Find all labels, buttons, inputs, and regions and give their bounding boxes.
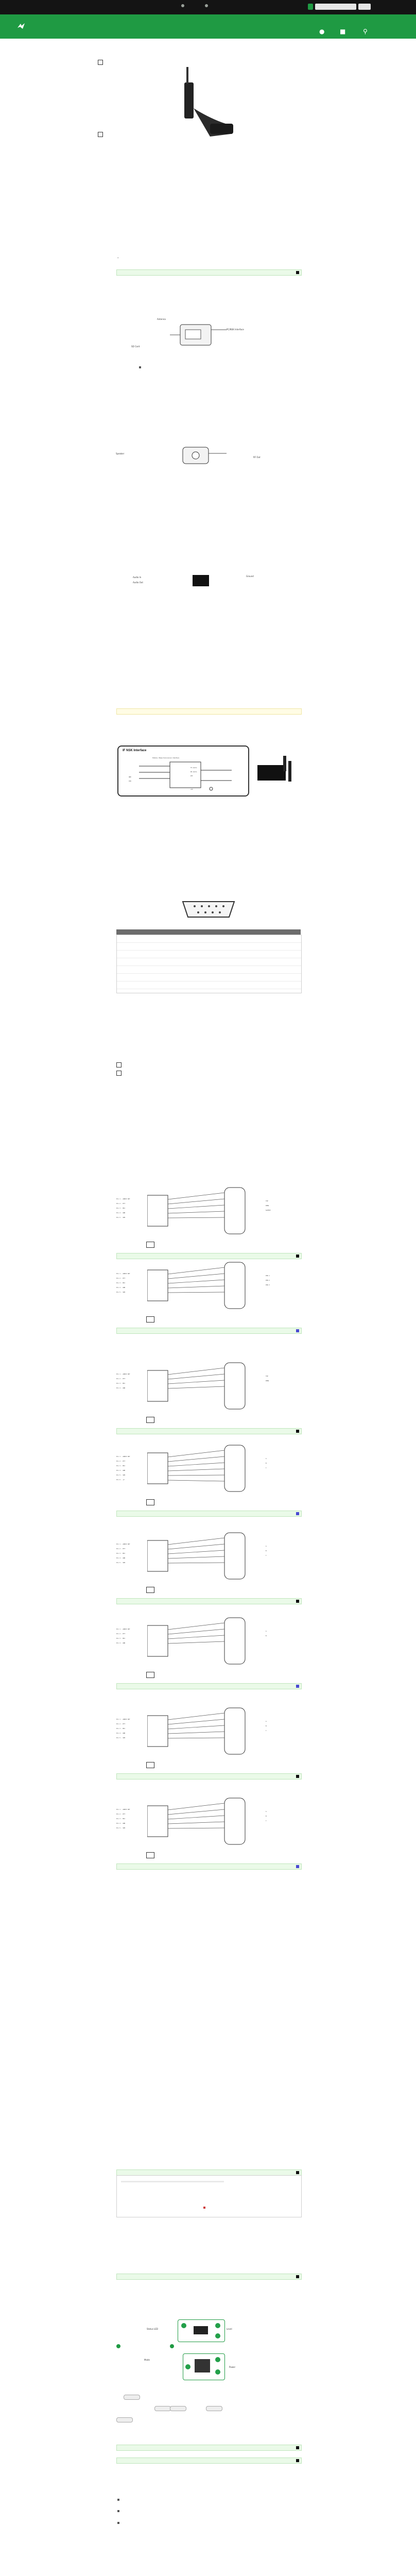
green-indicator-icon xyxy=(215,2357,220,2362)
collapse-icon[interactable] xyxy=(296,271,299,274)
status-dot-icon xyxy=(170,2344,174,2348)
cable-diagram xyxy=(116,1355,301,1437)
cable-end-label: C xyxy=(266,1467,267,1469)
info-strip xyxy=(116,2445,302,2451)
collapse-icon[interactable] xyxy=(296,1865,299,1868)
top-bar xyxy=(0,0,416,14)
info-strip xyxy=(116,269,302,276)
note-icon xyxy=(116,1062,122,1067)
cable-pin-label: Pin 2 - PTT xyxy=(116,1278,126,1279)
search-button[interactable] xyxy=(358,4,371,10)
callout-label: Audio In xyxy=(133,576,142,579)
callout-label: RF Out xyxy=(253,456,261,459)
search-icon[interactable]: ⚲ xyxy=(363,28,368,35)
table-row xyxy=(117,951,301,958)
collapse-icon[interactable] xyxy=(296,1600,299,1603)
db9-connector-image xyxy=(180,899,237,920)
cable-thumbnail-icon xyxy=(146,1762,154,1768)
cable-end-label: RING xyxy=(266,1205,269,1207)
cable-pin-label: Pin 5 - SPK xyxy=(116,1827,126,1829)
radio-product-image xyxy=(174,62,241,155)
cable-end-label: A xyxy=(266,1631,267,1632)
bullet-icon xyxy=(117,2510,119,2512)
collapse-icon[interactable] xyxy=(296,1685,299,1688)
alert-icon xyxy=(203,2207,205,2209)
collapse-icon[interactable] xyxy=(296,1512,299,1515)
ifx-pin-label: PTT xyxy=(190,775,193,777)
green-indicator-icon xyxy=(215,2323,220,2328)
info-box xyxy=(116,2175,302,2217)
cable-pin-label: Pin 2 - PTT xyxy=(116,1633,126,1635)
control-label: Level xyxy=(227,2328,232,2330)
cable-end-label: PIN 3 xyxy=(266,1284,270,1286)
cable-pin-label: Pin 5 - SPK xyxy=(116,1475,126,1476)
ifx-pin-label: TX Audio xyxy=(190,767,197,769)
menu-dot-icon[interactable] xyxy=(181,4,184,7)
cable-pin-label: Pin 6 - +V xyxy=(116,1479,125,1481)
cable-pin-label: Pin 2 - PTT xyxy=(116,1203,126,1205)
cable-end-label: PIN 2 xyxy=(266,1280,270,1281)
green-indicator-icon xyxy=(181,2323,186,2328)
callout-label: PC/NSK Interface xyxy=(227,328,244,331)
cable-diagram xyxy=(116,1790,301,1873)
cable-thumbnail-icon xyxy=(146,1242,154,1248)
cable-pin-label: Pin 1 - AUDIO OUT xyxy=(116,1629,130,1630)
cable-pin-label: Pin 2 - PTT xyxy=(116,1814,126,1815)
cable-end-label: B xyxy=(266,1816,267,1817)
cable-info-strip xyxy=(116,1511,302,1517)
cable-pin-label: Pin 1 - AUDIO OUT xyxy=(116,1719,130,1720)
ifx-subtitle: Mobile / Base transceiver interface xyxy=(152,757,180,759)
ifx-interface-diagram xyxy=(117,745,249,796)
user-icon[interactable]: ● xyxy=(319,28,325,35)
collapse-icon[interactable] xyxy=(296,2275,299,2278)
cable-end-label: B xyxy=(266,1463,267,1464)
cable-pin-label: Pin 3 - MIC xyxy=(116,1818,126,1820)
cable-pin-label: Pin 2 - PTT xyxy=(116,1548,126,1550)
green-indicator-icon xyxy=(185,2364,190,2369)
cable-pin-label: Pin 4 - GND xyxy=(116,1387,126,1389)
cable-end-label: B xyxy=(266,1725,267,1727)
cable-pin-label: Pin 1 - AUDIO OUT xyxy=(116,1374,130,1375)
cable-end-label: TIP xyxy=(266,1376,268,1377)
cable-pin-label: Pin 3 - MIC xyxy=(116,1553,126,1554)
cable-end-label: A xyxy=(266,1546,267,1547)
cable-end-label: C xyxy=(266,1820,267,1822)
cable-pin-label: Pin 1 - AUDIO OUT xyxy=(116,1273,130,1275)
status-dot-icon xyxy=(116,2344,120,2348)
cable-pin-label: Pin 5 - SPK xyxy=(116,1292,126,1293)
bullet-icon xyxy=(139,366,141,368)
bullet-icon xyxy=(117,2522,119,2524)
cable-end-label: A xyxy=(266,1811,267,1812)
cable-pin-label: Pin 4 - GND xyxy=(116,1287,126,1289)
cable-pin-label: Pin 1 - AUDIO OUT xyxy=(116,1456,130,1458)
info-strip xyxy=(116,2458,302,2464)
cable-info-strip xyxy=(116,1598,302,1604)
control-panel-image xyxy=(178,2319,225,2342)
cable-thumbnail-icon xyxy=(146,1672,154,1678)
note-icon xyxy=(116,1071,122,1076)
cable-pin-label: Pin 1 - AUDIO OUT xyxy=(116,1809,130,1810)
control-label: Mode xyxy=(144,2359,150,2361)
cable-pin-label: Pin 2 - PTT xyxy=(116,1378,126,1380)
callout-label: Antenna xyxy=(157,318,166,320)
feature-icon xyxy=(98,132,103,137)
toggle-pill[interactable] xyxy=(154,2406,171,2411)
callout-label: Speaker xyxy=(116,452,125,455)
cable-pin-label: Pin 1 - AUDIO OUT xyxy=(116,1544,130,1545)
ifx-pin-label: RX Audio xyxy=(190,771,197,773)
table-row xyxy=(117,974,301,981)
cable-info-strip xyxy=(116,1683,302,1689)
toggle-pill[interactable] xyxy=(124,2395,140,2400)
pinout-table xyxy=(116,935,302,993)
bullet-icon xyxy=(117,2499,119,2501)
cable-pin-label: Pin 5 - SPK xyxy=(116,1737,126,1739)
cable-pin-label: Pin 1 - AUDIO OUT xyxy=(116,1198,130,1200)
toggle-pill[interactable] xyxy=(206,2406,222,2411)
cable-info-strip xyxy=(116,1428,302,1434)
cable-info-strip xyxy=(116,1773,302,1780)
text-line xyxy=(121,2181,224,2182)
cable-end-label: PIN 1 xyxy=(266,1275,270,1277)
cable-pin-label: Pin 5 - SPK xyxy=(116,1562,126,1564)
brand-logo-icon[interactable] xyxy=(16,23,26,30)
cable-thumbnail-icon xyxy=(146,1587,154,1593)
cable-end-label: RING xyxy=(266,1380,269,1382)
cable-thumbnail-icon xyxy=(146,1417,154,1423)
search-field[interactable] xyxy=(315,4,356,10)
cable-pin-label: Pin 2 - PTT xyxy=(116,1723,126,1725)
cable-end-label: A xyxy=(266,1458,267,1460)
cable-end-label: B xyxy=(266,1550,267,1552)
cable-end-label: A xyxy=(266,1721,267,1722)
bullet-text: • xyxy=(117,257,119,259)
info-strip xyxy=(116,2274,302,2280)
cable-pin-label: Pin 4 - GND xyxy=(116,1733,126,1734)
ifx-pin-label: COR xyxy=(129,781,131,782)
cable-pin-label: Pin 3 - MIC xyxy=(116,1282,126,1284)
cable-pin-label: Pin 3 - MIC xyxy=(116,1465,126,1467)
control-label: Power xyxy=(229,2366,236,2368)
cable-diagram xyxy=(116,1437,301,1520)
cable-pin-label: Pin 5 - SPK xyxy=(116,1217,126,1218)
collapse-icon[interactable] xyxy=(296,2446,299,2449)
ifx-title: IF NSK Interface xyxy=(123,749,147,752)
collapse-icon[interactable] xyxy=(296,1430,299,1433)
cable-diagram xyxy=(116,1180,301,1262)
cable-pin-label: Pin 4 - GND xyxy=(116,1212,126,1214)
cable-pin-label: Pin 4 - GND xyxy=(116,1557,126,1559)
feature-icon xyxy=(98,60,103,65)
cable-diagram xyxy=(116,1610,301,1692)
cable-end-label: C xyxy=(266,1555,267,1556)
cable-pin-label: Pin 2 - PTT xyxy=(116,1461,126,1462)
mode-panel-image xyxy=(183,2353,225,2380)
cable-diagram xyxy=(116,1700,301,1783)
cable-pin-label: Pin 4 - GND xyxy=(116,1470,126,1471)
table-row xyxy=(117,966,301,974)
callout-label: SD Card xyxy=(131,345,140,348)
cable-pin-label: Pin 3 - MIC xyxy=(116,1383,126,1384)
cart-icon[interactable]: ■ xyxy=(340,28,346,35)
cable-pin-label: Pin 3 - MIC xyxy=(116,1208,126,1209)
cable-pin-label: Pin 4 - GND xyxy=(116,1642,126,1644)
account-button[interactable] xyxy=(308,4,313,10)
cable-end-label: TIP xyxy=(266,1200,268,1202)
toggle-pill[interactable] xyxy=(170,2406,186,2411)
cable-end-label: B xyxy=(266,1635,267,1637)
callout-label: Ground xyxy=(246,575,254,578)
cable-diagram xyxy=(116,1255,301,1337)
site-header xyxy=(0,14,416,39)
toggle-pill[interactable] xyxy=(116,2417,133,2422)
app-dot-icon[interactable] xyxy=(205,4,208,7)
cable-thumbnail-icon xyxy=(146,1852,154,1858)
table-row xyxy=(117,981,301,989)
cable-info-strip xyxy=(116,1863,302,1870)
cable-end-label: C xyxy=(266,1730,267,1732)
cable-end-label: SLEEVE xyxy=(266,1210,271,1211)
cable-pin-label: Pin 4 - GND xyxy=(116,1823,126,1824)
callout-label: Audio Out xyxy=(133,581,143,584)
collapse-icon[interactable] xyxy=(296,1329,299,1332)
connector-image xyxy=(193,575,209,586)
collapse-icon[interactable] xyxy=(296,1775,299,1778)
cable-info-strip xyxy=(116,1328,302,1334)
cable-diagram xyxy=(116,1525,301,1607)
table-row xyxy=(117,943,301,951)
cable-thumbnail-icon xyxy=(146,1316,154,1323)
table-row xyxy=(117,958,301,966)
cable-thumbnail-icon xyxy=(146,1499,154,1505)
control-label: Status LED xyxy=(147,2328,158,2330)
green-indicator-icon xyxy=(215,2333,220,2338)
cable-pin-label: Pin 3 - MIC xyxy=(116,1638,126,1639)
cable-pin-label: Pin 3 - MIC xyxy=(116,1728,126,1730)
radio-image xyxy=(252,755,301,791)
table-row xyxy=(117,935,301,943)
collapse-icon[interactable] xyxy=(296,2459,299,2462)
green-indicator-icon xyxy=(215,2369,220,2375)
warning-strip xyxy=(116,708,302,715)
ifx-pin-label: +5V xyxy=(190,789,193,790)
table-header xyxy=(116,929,301,935)
collapse-icon[interactable] xyxy=(296,2171,299,2174)
ifx-pin-label: GND xyxy=(129,776,131,778)
